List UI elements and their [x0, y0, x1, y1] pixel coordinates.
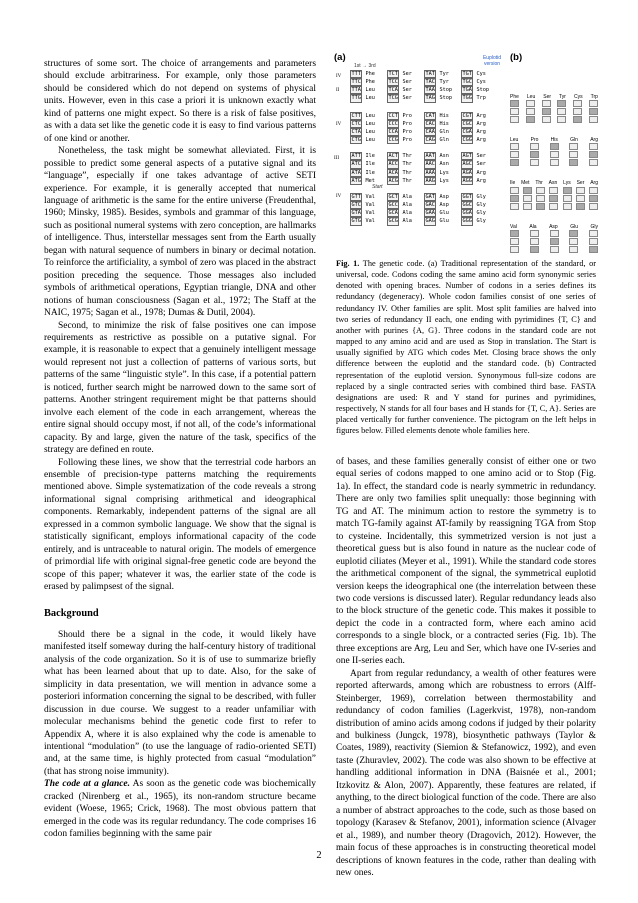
base-box [589, 100, 598, 107]
base-box [569, 143, 578, 150]
base-box-row [510, 143, 598, 150]
amino-acid-label: Ser [576, 180, 585, 187]
start-label: Start [372, 184, 383, 190]
codon-row [350, 201, 500, 209]
base-box [573, 108, 582, 115]
base-box [589, 159, 598, 166]
base-box [563, 187, 572, 194]
base-box [523, 187, 532, 194]
codon-cell: TGT Cys [462, 71, 486, 77]
base-box [510, 203, 519, 210]
caption-text: The genetic code. (a) Traditional representation of the standard, or universal, code. Codons coding the same amino acid form synonymic series denoted with opening braces. Number of codons in a series defines its redundancy (degeneracy). Whole codon families consist of one series of redundancy IV. Other families are split. Most split families are halved into two series of redundancy II each, one ending with pyrimidines {T, C} and another with purines {A, G}. Three codons in the standard code are not mapped to any amino acid and are used as Stop in translation. The Start is usually signified by ATG which codes Met. Closing brace shows the only difference between the euplotid and the standard code. (b) Contracted representation of the euplotid version. Synonymous full-size codons are replaced by a single contracted series with combined third base. FASTA designations are used: R and Y stand for purines and pyrimidines, respectively, N stands for all four bases and H stands for {T, C, A}. Series are placed vertically for further convenience. The pictogram on the left helps in figures below. Filled elements denote whole families here. [336, 259, 596, 436]
base-box [526, 116, 535, 123]
section-heading: Background [44, 608, 99, 620]
base-box [569, 246, 578, 253]
codon-cell: CGG Arg [462, 137, 486, 144]
base-box [526, 108, 535, 115]
amino-acid-label: Leu [526, 94, 536, 100]
paragraph: Nonetheless, the task might be somewhat alleviated. First, it is possible to predict some general aspects of a putative signal and its “language”, especially if one takes advantage of active SETI experience. For example, it is generally accepted that numerical language of arithmetic is the same for the entire universe (Freudenthal, 1960; Minsky, 1985). Besides, symbols and grammar of this language, such as positional numeral systems with zero conception, are hallmarks of intelligence. Thus, interstellar messages sent from the Earth usually began with natural sequence of numbers in binary or decimal notation. To reinforce the artificiality, a symbol of zero was placed in the abstract position preceding the sequence. Those messages also included symbols of arithmetical operations, Egyptian triangle, DNA and other notions of human consciousness (Sagan et al., 1972; The Staff at the NAIC, 1975; Sagan et al., 1978; Dumas & Dutil, 2004). [44, 146, 316, 319]
codon-row [350, 169, 500, 177]
base-box-row [510, 246, 598, 253]
base-box [573, 100, 582, 107]
base-box [589, 108, 598, 115]
base-box-row [510, 108, 598, 115]
codon-row [350, 217, 500, 225]
run-in-heading: The code at a glance. [44, 779, 130, 790]
amino-acid-label: Leu [510, 137, 519, 144]
codon-family-block [350, 193, 500, 226]
codon-cell: AGG Arg [462, 177, 486, 184]
amino-acid-label: Asn [548, 180, 558, 187]
codon-cell: TAC Tyr [425, 79, 449, 86]
amino-acid-label: Lys [563, 180, 571, 187]
codon-row [350, 70, 500, 78]
paragraph: Apart from regular redundancy, a wealth of other features were reported afterwards, among which are robustness to errors (Alff-Steinberger, 1969), correlation between thermostability and redundancy of codon families (Lagerkvist, 1978), non-random distribution of amino acids among codons if judged by their polarity and bulkiness (Jungck, 1978), biosynthetic pathways (Taylor & Coates, 1989), reactivity (Siemion & Stefanowicz, 1992), and even taste (Zhuravlev, 2002). The code was also shown to be effective at handling additional information in DNA (Baisnée et al., 2001; Itzkovitz & Alon, 2007). Apparently, these features are related, if anything, to the direct biological function of the code. There are also a number of abstract approaches to the code, such as those based on topology (Karasev & Stefanov, 2001), information science (Alvager et al., 1989), and number theory (Dragovich, 2012). However, the main focus of these approaches is in constructing theoretical model descriptions of known features in the code, rather than dealing with new ones. [336, 668, 596, 878]
amino-acid-label: Val [510, 223, 517, 230]
base-box [510, 108, 519, 115]
base-box-row [510, 203, 598, 210]
base-box [530, 151, 539, 158]
base-box [510, 195, 519, 202]
redundancy-label: IV [336, 74, 342, 79]
codon-cell: AAA Lys [425, 169, 449, 176]
amino-acid-label: Met [521, 180, 530, 187]
codon-cell: CAA Gln [425, 128, 449, 135]
amino-acid-label: Arg [590, 180, 598, 187]
codon-cell: AAG Lys [425, 177, 449, 184]
codon-cell: ATG Met [351, 177, 375, 184]
codon-cell: TCA Ser [388, 87, 412, 94]
codon-cell: CAG Gln [425, 137, 449, 144]
amino-acid-label: Gly [590, 223, 598, 230]
base-box [589, 230, 598, 237]
paragraph: Second, to minimize the risk of false positives one can impose requirements as restrictive as possible on a putative signal. For example, it is reasonable to expect that a genuinely intelligent message would represent not just a collection of patterns of various sorts, but patterns of the same “linguistic style”. In this case, if a potential pattern is noticed, further search might be narrowed down to the same sort of patterns. Another stringent requirement might be that patterns should involve each element of the code in each arrangement, whereas the entire signal should occupy most, if not all, of the code’s informational capacity. By and large, given the nature of the task, specifics of the strategy are defined en route. [44, 320, 316, 456]
caption-label: Fig. 1. [336, 259, 360, 268]
codon-cell: TAT Tyr [425, 71, 449, 77]
codon-cell: GCT Ala [388, 193, 412, 200]
base-box-row [510, 100, 598, 107]
codon-cell: AGT Ser [462, 153, 486, 160]
amino-acid-label: Tyr [559, 94, 566, 100]
codon-cell: ACC Thr [388, 161, 412, 168]
base-box [530, 230, 539, 237]
codon-row [350, 136, 500, 144]
base-box [536, 203, 545, 210]
base-box [550, 230, 559, 237]
codon-cell: ACA Thr [388, 169, 412, 176]
codon-cell: CTA Leu [351, 128, 375, 135]
paragraph: structures of some sort. The choice of arrangements and parameters should exclude arbitrariness. For example, only those parameters should be considered which do not depend on systems of physical units. However, even in this case a priori it is unknown exactly what kind of patterns one might expect. So there is a risk of false positives, as with a data set like the genetic code it is easy to find various patterns of one kind or another. [44, 59, 316, 144]
amino-acid-label: Ile [510, 180, 516, 187]
amino-acid-label: Trp [590, 94, 598, 100]
base-box [557, 100, 566, 107]
amino-acid-label: Arg [590, 137, 598, 144]
base-box [589, 203, 598, 210]
codon-row [350, 209, 500, 217]
codon-cell: CGT Arg [462, 112, 486, 119]
base-box [557, 116, 566, 123]
figure-caption [336, 258, 596, 437]
base-box-row [510, 187, 598, 194]
paragraph [44, 778, 316, 840]
codon-row [350, 160, 500, 168]
codon-cell: CTC Leu [351, 120, 375, 127]
base-box [563, 203, 572, 210]
codon-cell: ACG Thr [388, 177, 412, 184]
codon-cell: TCG Ser [388, 95, 412, 102]
base-box [510, 100, 519, 107]
codon-row [350, 94, 500, 102]
codon-cell: TTC Phe [351, 79, 375, 86]
codon-cell: CGC Arg [462, 120, 486, 127]
contracted-code [510, 94, 598, 267]
redundancy-label: III [334, 156, 339, 161]
codon-cell: CTT Leu [351, 112, 375, 119]
codon-cell: CCA Pro [388, 128, 412, 135]
amino-acid-label: His [550, 137, 558, 144]
base-box [550, 238, 559, 245]
contracted-block [510, 137, 598, 166]
base-box [510, 238, 519, 245]
amino-acid-label: Thr [535, 180, 543, 187]
codon-cell: GAG Glu [425, 218, 449, 225]
base-box [510, 246, 519, 253]
codon-family-block [350, 152, 500, 185]
base-box [523, 195, 532, 202]
base-box [530, 238, 539, 245]
base-box [563, 195, 572, 202]
codon-cell: GAC Asp [425, 202, 449, 209]
codon-row [350, 128, 500, 136]
amino-acid-label: Asp [549, 223, 558, 230]
base-box [550, 151, 559, 158]
figure-label-a: (a) [334, 52, 346, 63]
base-box [549, 187, 558, 194]
codon-cell: TCC Ser [388, 79, 412, 86]
codon-cell: GCG Ala [388, 218, 412, 225]
base-box [573, 116, 582, 123]
base-box [549, 195, 558, 202]
base-box [550, 246, 559, 253]
codon-cell: GGC Gly [462, 202, 486, 209]
codon-table [350, 70, 500, 234]
contracted-block [510, 94, 598, 123]
figure-label-b: (b) [510, 52, 523, 63]
base-box [526, 100, 535, 107]
contracted-block [510, 224, 598, 253]
base-box-row [510, 159, 598, 166]
amino-acid-label: Phe [510, 94, 519, 100]
base-box [510, 143, 519, 150]
base-box [536, 187, 545, 194]
codon-cell: GTA Val [351, 210, 375, 217]
base-box [530, 143, 539, 150]
codon-cell: CGA Arg [462, 128, 486, 135]
codon-cell: TAG Stop [425, 95, 452, 102]
codon-cell: TGA Stop [462, 87, 489, 94]
base-box [550, 159, 559, 166]
codon-cell: ATC Ile [351, 161, 375, 168]
base-box [589, 143, 598, 150]
codon-cell: GAT Asp [425, 193, 449, 200]
base-box [569, 151, 578, 158]
base-box-row [510, 116, 598, 123]
amino-acid-label: Gln [570, 137, 578, 144]
base-box [589, 187, 598, 194]
base-box [510, 230, 519, 237]
codon-cell: CAC His [425, 120, 449, 127]
paragraph: of bases, and these families generally consist of either one or two equal series of codons mapped to one amino acid or to Stop (Fig. 1a). In effect, the standard code is nearly symmetric in redundancy. There are only two families split unequally: those beginning with TG and AT. The minimum action to restore the symmetry is to match TG-family against AT-family by reassigning TGA from Stop to cysteine. Incidentally, this symmetrized version is not just a theoretical guess but is also found in nature as the nuclear code of euplotid ciliates (Meyer et al., 1991). While the standard code stores the arithmetical component of the signal, the symmetrical euplotid version keeps the ideographical one (the interrelation between these two code versions is discussed later). Regular redundancy leads also to the block structure of the genetic code. This makes it possible to depict the code in a contracted form, where each amino acid corresponds to a single block, or a contracted series (Fig. 1b). The three exceptions are Arg, Leu and Ser, which have one IV-series and one II-series each. [336, 457, 596, 667]
codon-cell: AAC Asn [425, 161, 449, 168]
codon-cell: GTC Val [351, 202, 375, 209]
codon-cell: TAA Stop [425, 87, 452, 94]
base-box [523, 203, 532, 210]
amino-acid-label: Ala [529, 223, 537, 230]
paragraph-text: As soon as the genetic code was biochemically cracked (Nirenberg et al., 1965), its non-random structure became evident (Woese, 1965; Crick, 1968). The most obvious pattern that emerged in the code was its regular redundancy. The code comprises 16 codon families beginning with the same pair [44, 779, 316, 840]
codon-cell: GGA Gly [462, 210, 486, 217]
codon-cell: GGT Gly [462, 193, 486, 200]
codon-row [350, 112, 500, 120]
base-box [530, 246, 539, 253]
paragraph: Should there be a signal in the code, it would likely have manifested itself someway during the half-century history of traditional analysis of the code organization. So it is of use to summarize briefly what has been learned about that up to date. Also, for the sake of simplicity in data presentation, we will mention in advance some a posteriori information concerning the signal to be described, with fuller discussion in due course. We suggest to a reader unfamiliar with molecular mechanisms behind the genetic code first to refer to Appendix A, where it is also explained why the code is amenable to intentional “modulation” (to use the language of radio-oriented SETI) and, at the same time, is highly protected from casual “modulation” (that has strong noise immunity). [44, 629, 316, 777]
base-box [569, 230, 578, 237]
codon-cell: TCT Ser [388, 71, 412, 77]
right-column [336, 456, 596, 879]
codon-cell: CAT His [425, 112, 449, 119]
codon-cell: ACT Thr [388, 153, 412, 160]
base-box-row [510, 195, 598, 202]
contracted-block [510, 180, 598, 209]
base-box [549, 203, 558, 210]
codon-cell: GTG Val [351, 218, 375, 225]
codon-row [350, 120, 500, 128]
amino-acid-label: Cys [573, 94, 583, 100]
amino-acid-label: Pro [530, 137, 539, 144]
codon-cell: TGC Cys [462, 79, 486, 86]
redundancy-label: II [336, 88, 340, 93]
amino-acid-label: Ser [543, 94, 552, 100]
base-box [530, 159, 539, 166]
codon-cell: TTG Leu [351, 95, 375, 102]
codon-cell: CTG Leu [351, 137, 375, 144]
axis-note: 1st → 3rd [354, 63, 376, 69]
base-box [510, 151, 519, 158]
codon-row [350, 78, 500, 86]
codon-cell: TTT Phe [351, 71, 375, 77]
page-number: 2 [316, 850, 322, 861]
base-box [550, 143, 559, 150]
base-box-row [510, 230, 598, 237]
left-column [44, 58, 316, 841]
figure-genetic-code [332, 52, 598, 248]
codon-cell: GCC Ala [388, 202, 412, 209]
base-box [589, 151, 598, 158]
codon-cell: GCA Ala [388, 210, 412, 217]
codon-cell: GAA Glu [425, 210, 449, 217]
paragraph: Following these lines, we show that the terrestrial code harbors an ensemble of precision-type patterns matching the requirements mentioned above. Simple systematization of the code reveals a strong informational signal comprising arithmetical and ideographical components. Remarkably, independent patterns of the signal are all expressed in a common symbolic language. We show that the signal is statistically significant, employs informational capacity of the code entirely, and is untraceable to natural origin. The models of emergence of primordial life with original signal-free genetic code are beyond the scope of this paper; whatever it was, the earlier state of the code is erased by palimpsest of the signal. [44, 457, 316, 593]
codon-cell: ATT Ile [351, 153, 375, 160]
codon-family-block [350, 70, 500, 103]
base-box [589, 238, 598, 245]
base-box [576, 203, 585, 210]
redundancy-label: IV [336, 194, 342, 199]
base-box [576, 195, 585, 202]
codon-cell: GGG Gly [462, 218, 486, 225]
base-box [589, 195, 598, 202]
euplotid-note: Euplotid version [482, 55, 502, 67]
base-box [542, 116, 551, 123]
codon-cell: TGG Trp [462, 95, 486, 102]
codon-family-block [350, 112, 500, 145]
base-box [569, 238, 578, 245]
codon-cell: ATA Ile [351, 169, 375, 176]
codon-row [350, 152, 500, 160]
amino-acid-label: Glu [570, 223, 578, 230]
codon-cell: CCG Pro [388, 137, 412, 144]
codon-cell: CCC Pro [388, 120, 412, 127]
base-box [589, 246, 598, 253]
base-box [576, 187, 585, 194]
codon-row [350, 193, 500, 201]
base-box-row [510, 238, 598, 245]
base-box [536, 195, 545, 202]
codon-cell: AGA Arg [462, 169, 486, 176]
base-box [589, 116, 598, 123]
base-box [510, 116, 519, 123]
codon-cell: CCT Pro [388, 112, 412, 119]
base-box [569, 159, 578, 166]
base-box [542, 100, 551, 107]
base-box-row [510, 151, 598, 158]
base-box [542, 108, 551, 115]
codon-cell: AGC Ser [462, 161, 486, 168]
codon-cell: GTT Val [351, 193, 375, 200]
codon-cell: TTA Leu [351, 87, 375, 94]
base-box [510, 159, 519, 166]
codon-cell: AAT Asn [425, 153, 449, 160]
redundancy-label: IV [336, 122, 342, 127]
base-box [557, 108, 566, 115]
codon-row [350, 86, 500, 94]
base-box [510, 187, 519, 194]
